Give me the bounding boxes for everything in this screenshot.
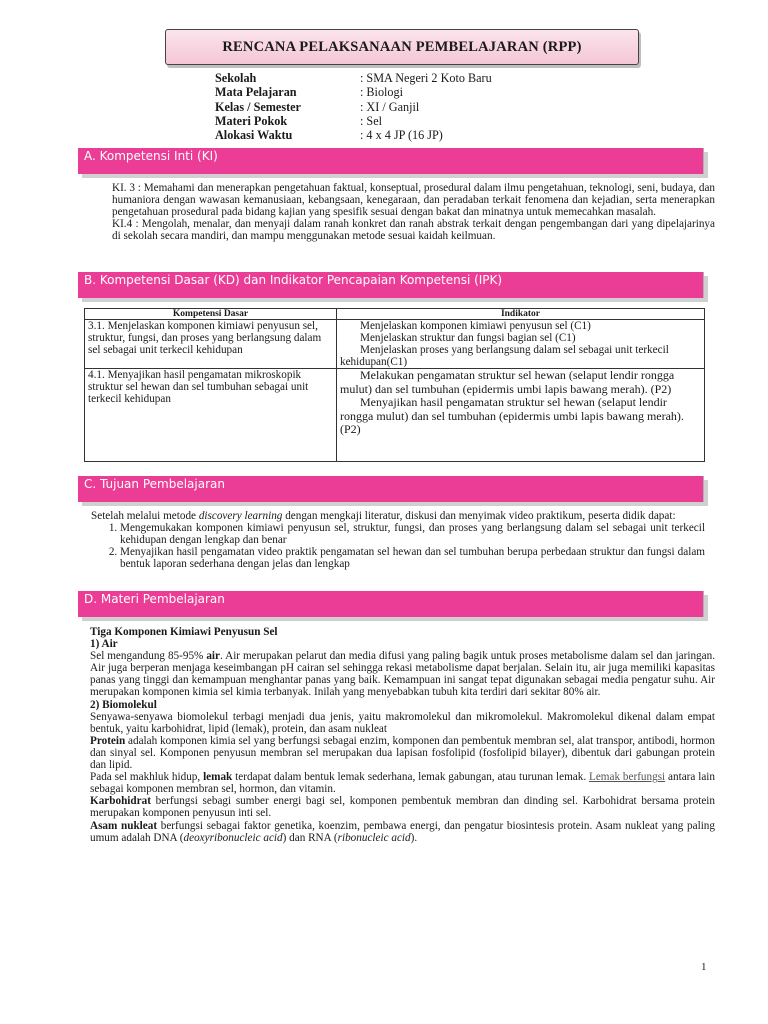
text-run: adalah komponen kimia sel yang berfungsi sebagai enzim, komponen dan pembentuk membran sel, alat transpor, antibodi, hormon dan sinyal sel. Komponen penyusun membran sel merupakan dua lapisan fosfolipid (fosfolipid bilayer), dibentuk dari gabungan protein dan lipid.: [90, 734, 715, 772]
indicator-item: Menjelaskan proses yang berlangsung dalam sel sebagai unit terkecil kehidupan(C1): [340, 344, 669, 368]
page-number: 1: [701, 961, 707, 973]
text-run: dengan mengkaji literatur, diskusi dan menyimak video praktikum, peserta didik dapat:: [282, 510, 676, 522]
ki-list: [112, 182, 715, 242]
indicator-item: Menjelaskan komponen kimiawi penyusun sel (C1): [360, 320, 591, 332]
materi-heading: Tiga Komponen Kimiawi Penyusun Sel: [90, 626, 278, 638]
list-item: 1. Mengemukakan komponen kimiawi penyusun sel, struktur, fungsi, dan proses yang berlangsung dalam sel sebagai unit terkecil kehidupan dengan lengkap dan benar: [120, 522, 705, 546]
text-run: . Air merupakan pelarut dan media difusi yang paling bagik untuk proses metabolisme dalam sel dan jaringan. Air juga berperan menjaga keseimbangan pH cairan sel sehingga rekasi metabolisme dapat berjalan. Selain itu, air juga memiliki kapasitas panas yang tinggi dan kemampuan menghantar panas yang baik. Kemampuan ini sangat tepat digunakan sebagai media pengatur suhu. Air merupakan komponen kimia sel kimia terbanyak. Inilah yang menyebabkan tubuh kita terdiri dari sekitar 80% air.: [90, 650, 715, 699]
text-run: ) dan RNA (: [282, 831, 338, 844]
italic-term: deoxyribonucleic acid: [183, 831, 283, 844]
italic-term: ribonucleic acid: [337, 831, 411, 844]
kd-table: [84, 308, 705, 462]
tujuan-list: [91, 522, 705, 570]
document-title: RENCANA PELAKSANAAN PEMBELAJARAN (RPP): [165, 29, 639, 65]
bold-term: Protein: [90, 734, 126, 747]
kd-cell: 4.1. Menyajikan hasil pengamatan mikroskopik struktur sel hewan dan sel tumbuhan sebagai unit terkecil kehidupan: [85, 369, 337, 462]
biomolekul-intro: Senyawa-senyawa biomolekul terbagi menjadi dua jenis, yaitu makromolekul dan mikromolekul. Makromolekul dikenal dalam empat bentuk, yaitu karbohidrat, lipid (lemak), protein, dan asam nukleat: [90, 710, 715, 735]
indicator-item: Melakukan pengamatan struktur sel hewan (selaput lendir rongga mulut) dan sel tumbuhan (epidermis umbi lapis bawang merah). (P2): [340, 368, 675, 396]
text-run: Pada sel makhluk hidup,: [90, 771, 204, 784]
biomolekul-heading: 2) Biomolekul: [90, 698, 157, 711]
text-run: berfungsi sebagi sumber energi bagi sel, komponen pembentuk membran dan dinding sel. Karbohidrat bersama protein merupakan komponen penyusun inti sel.: [90, 795, 715, 820]
meta-value: : SMA Negeri 2 Koto Baru: [360, 71, 492, 85]
materi-block: [90, 626, 715, 844]
karbohidrat-paragraph: [90, 795, 715, 819]
indicator-item: Menjelaskan struktur dan fungsi bagian sel (C1): [360, 332, 576, 344]
table-header: Kompetensi Dasar: [85, 309, 337, 320]
bold-term: Asam nukleat: [90, 819, 158, 832]
section-header-b: B. Kompetensi Dasar (KD) dan Indikator Pencapaian Kompetensi (IPK): [78, 272, 704, 298]
tujuan-intro: [91, 510, 705, 522]
text-run: terdapat dalam bentuk lemak sederhana, lemak gabungan, atau turunan lemak.: [232, 771, 589, 784]
lemak-paragraph: [90, 771, 715, 795]
kd-cell: 3.1. Menjelaskan komponen kimiawi penyusun sel, struktur, fungsi, dan proses yang berlangsung dalam sel sebagai unit terkecil kehidupan: [85, 320, 337, 369]
lemak-link[interactable]: Lemak berfungsi: [588, 771, 666, 784]
method-emphasis: discovery learning: [198, 510, 283, 522]
meta-value: : 4 x 4 JP (16 JP): [360, 128, 443, 143]
identity-block: [215, 71, 492, 142]
meta-label: Sekolah: [215, 71, 257, 85]
protein-paragraph: [90, 735, 715, 771]
section-header-c: C. Tujuan Pembelajaran: [78, 476, 704, 502]
text-run: ).: [410, 831, 418, 844]
tujuan-block: [91, 510, 705, 570]
meta-value: : XI / Ganjil: [360, 99, 420, 114]
ki-3: KI. 3 : Memahami dan menerapkan pengetahuan faktual, konseptual, prosedural dalam ilmu pengetahuan, teknologi, seni, budaya, dan humaniora dengan wawasan kemanusiaan, kebangsaan, kenegaraan, dan peradaban terkait fenomena dan kejadian, serta menerapkan pengetahuan prosedural pada bidang kajian yang spesifik sesuai dengan bakat dan minatnya untuk memecahkan masalah.: [112, 182, 716, 219]
table-row: [85, 369, 705, 462]
text-run: berfungsi sebagai faktor genetika, koenzim, pembawa energi, dan pengatur biosintesis protein. Asam nukleat yang paling umum adalah DNA (: [90, 819, 715, 844]
indicator-item: Menyajikan hasil pengamatan struktur sel hewan (selaput lendir rongga mulut) dan sel tumbuhan (epidermis umbi lapis bawang merah). (P2): [340, 395, 684, 436]
section-header-d: D. Materi Pembelajaran: [78, 591, 704, 617]
bold-term: Karbohidrat: [90, 795, 151, 808]
bold-term: air: [206, 650, 220, 663]
asam-nukleat-paragraph: [90, 820, 715, 844]
meta-label: Mata Pelajaran: [215, 85, 297, 100]
meta-label: Materi Pokok: [215, 113, 288, 128]
table-row: [85, 320, 705, 369]
ki-4: KI.4 : Mengolah, menalar, dan menyaji dalam ranah konkret dan ranah abstrak terkait dengan pengembangan dari yang dipelajarinya di sekolah secara mandiri, dan mampu menggunakan metode sesuai kaidah keilmuan.: [112, 218, 715, 243]
table-header: Indikator: [337, 309, 705, 320]
meta-value: : Sel: [360, 113, 383, 128]
meta-value: : Biologi: [360, 85, 404, 100]
meta-label: Kelas / Semester: [215, 99, 301, 114]
text-run: Setelah melalui metode: [91, 510, 199, 522]
indicator-cell: [337, 320, 705, 369]
text-run: Sel mengandung 85-95%: [90, 650, 207, 663]
text-run: antara lain sebagai komponen membran sel, hormon, dan vitamin.: [90, 771, 715, 796]
indicator-cell: [337, 369, 705, 462]
air-heading: 1) Air: [90, 638, 118, 651]
section-header-a: A. Kompetensi Inti (KI): [78, 148, 704, 174]
list-item: 2. Menyajikan hasil pengamatan video praktik pengamatan sel hewan dan sel tumbuhan berupa perbedaan struktur dan fungsi dalam bentuk laporan sederhana dengan jelas dan lengkap: [120, 546, 705, 570]
bold-term: lemak: [203, 771, 233, 784]
meta-label: Alokasi Waktu: [215, 128, 293, 143]
air-paragraph: [90, 650, 715, 698]
